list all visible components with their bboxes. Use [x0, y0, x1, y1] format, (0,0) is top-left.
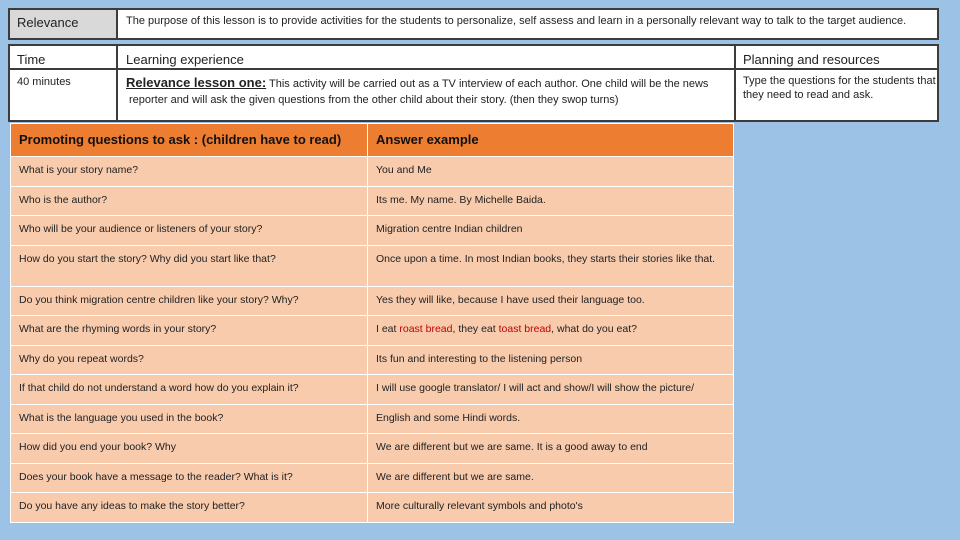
table-header-row — [11, 124, 734, 157]
table-row — [11, 286, 734, 316]
answer-text-part: , they eat — [452, 323, 499, 335]
highlighted-rhyme-word: roast bread — [399, 323, 453, 335]
answer-cell: Migration centre Indian children — [368, 216, 734, 246]
table-row — [11, 245, 734, 286]
answer-cell: I will use google translator/ I will act and show/I will show the picture/ — [368, 375, 734, 405]
answer-cell: English and some Hindi words. — [368, 404, 734, 434]
answer-cell: We are different but we are same. — [368, 463, 734, 493]
question-cell: How do you start the story? Why did you start like that? — [11, 245, 368, 286]
learning-experience-text — [118, 70, 736, 120]
table-row — [11, 404, 734, 434]
questions-column-header: Promoting questions to ask : (children have to read) — [11, 124, 368, 157]
lesson-title: Relevance lesson one: — [126, 75, 267, 90]
question-cell: Why do you repeat words? — [11, 345, 368, 375]
table-row — [11, 216, 734, 246]
table-row — [11, 463, 734, 493]
planning-resources-header: Planning and resources — [743, 52, 880, 67]
table-row — [11, 186, 734, 216]
relevance-row — [8, 8, 939, 40]
answer-cell: More culturally relevant symbols and photo's — [368, 493, 734, 523]
answer-cell: We are different but we are same. It is a good away to end — [368, 434, 734, 464]
table-row — [11, 157, 734, 187]
question-cell: If that child do not understand a word how do you explain it? — [11, 375, 368, 405]
table-row — [11, 345, 734, 375]
question-cell: What is the language you used in the book? — [11, 404, 368, 434]
plan-row — [8, 70, 939, 122]
table-row — [11, 375, 734, 405]
time-header: Time — [10, 46, 118, 68]
learning-experience-header: Learning experience — [118, 46, 736, 68]
relevance-text: The purpose of this lesson is to provide activities for the students to personalize, self assess and learn in a personally relevant way to talk to the target audience. — [118, 10, 937, 38]
answer-cell — [368, 316, 734, 346]
answers-column-header: Answer example — [368, 124, 734, 157]
answer-cell: Its fun and interesting to the listening person — [368, 345, 734, 375]
time-value: 40 minutes — [10, 70, 118, 120]
question-cell: Does your book have a message to the reader? What is it? — [11, 463, 368, 493]
question-cell: What are the rhyming words in your story? — [11, 316, 368, 346]
lesson-description-line1: This activity will be carried out as a TV interview of each author. One child will be the news — [269, 78, 709, 90]
table-row — [11, 316, 734, 346]
highlighted-rhyme-word: toast bread — [498, 323, 552, 335]
lesson-description-line2: reporter and will ask the given questions from the other child about their story. (then they swop turns) — [129, 94, 619, 106]
answer-cell: You and Me — [368, 157, 734, 187]
question-cell: Do you think migration centre children like your story? Why? — [11, 286, 368, 316]
planning-resources-text: Type the questions for the students that they need to read and ask. — [743, 75, 936, 101]
question-cell: Who will be your audience or listeners of your story? — [11, 216, 368, 246]
question-cell: Who is the author? — [11, 186, 368, 216]
question-cell: Do you have any ideas to make the story better? — [11, 493, 368, 523]
answer-text-part: , what do you eat? — [551, 323, 637, 335]
table-row — [11, 434, 734, 464]
question-cell: What is your story name? — [11, 157, 368, 187]
answer-text-part: I eat — [376, 323, 400, 335]
answer-cell: Yes they will like, because I have used their language too. — [368, 286, 734, 316]
question-cell: How did you end your book? Why — [11, 434, 368, 464]
answer-cell: Once upon a time. In most Indian books, they starts their stories like that. — [368, 245, 734, 286]
questions-table — [10, 123, 734, 523]
table-row — [11, 493, 734, 523]
answer-cell: Its me. My name. By Michelle Baida. — [368, 186, 734, 216]
header-row — [8, 44, 939, 70]
relevance-label: Relevance — [10, 10, 118, 38]
